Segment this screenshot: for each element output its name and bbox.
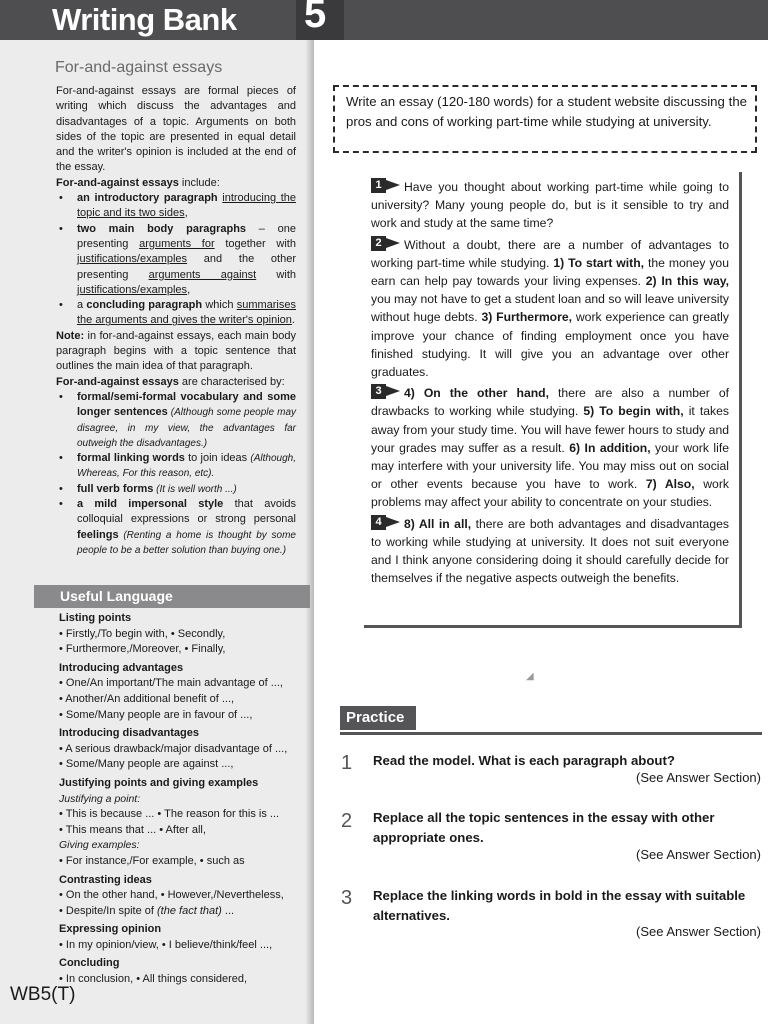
structure-list bbox=[56, 191, 296, 329]
language-line: • Some/Many people are in favour of ..., bbox=[59, 708, 253, 721]
exercise-instruction: Replace all the topic sentences in the essay with other appropriate ones. bbox=[373, 810, 715, 845]
exercise-number: 1 bbox=[341, 752, 353, 774]
language-line: • For instance,/For example, • such as bbox=[59, 854, 245, 867]
language-subheading: Justifying a point: bbox=[59, 792, 141, 805]
page-code: WB5(T) bbox=[10, 984, 76, 1005]
language-heading: Concluding bbox=[59, 957, 120, 970]
essay-paragraph: 1 Have you thought about working part-time while going to university? Many young people do, but is it sensible to try and work and study at the same time? bbox=[371, 179, 729, 231]
exercise-number: 3 bbox=[341, 887, 353, 909]
answer-reference: (See Answer Section) bbox=[635, 924, 761, 939]
useful-language-title: Useful Language bbox=[60, 588, 173, 604]
task-box bbox=[333, 85, 757, 153]
language-line: • Firstly,/To begin with, • Secondly, bbox=[59, 627, 226, 640]
note-paragraph: Note: in for-and-against essays, each main body paragraph begins with a topic sentence that outlines the main idea of that paragraph. bbox=[56, 329, 296, 373]
answer-reference: (See Answer Section) bbox=[635, 770, 761, 785]
exercise-number: 2 bbox=[341, 810, 353, 832]
language-heading: Listing points bbox=[59, 612, 132, 624]
list-item: • two main body paragraphs – one presenting arguments for together with justifications/examples and the other presenting arguments against with justifications/examples, bbox=[59, 222, 296, 296]
practice-title: Practice bbox=[340, 706, 416, 730]
exercise-instruction: Replace the linking words in bold in the essay with suitable alternatives. bbox=[373, 888, 746, 923]
language-line: • Despite/In spite of (the fact that) ... bbox=[59, 904, 235, 917]
characteristics-heading: For-and-against essays are characterised by: bbox=[56, 375, 285, 388]
answer-reference: (See Answer Section) bbox=[635, 847, 761, 862]
useful-language-list bbox=[59, 611, 309, 988]
paragraph-number-icon: 1 bbox=[371, 178, 402, 193]
language-line: • Furthermore,/Moreover, • Finally, bbox=[59, 643, 226, 656]
list-item: • an introductory paragraph introducing the topic and its two sides, bbox=[59, 192, 296, 220]
language-line: • This means that ... • After all, bbox=[59, 823, 206, 836]
exercise-instruction: Read the model. What is each paragraph about? bbox=[373, 753, 675, 768]
paragraph-number-icon: 2 bbox=[371, 236, 402, 251]
essay-guidelines bbox=[56, 84, 296, 558]
characteristics-list bbox=[56, 390, 296, 558]
language-heading: Justifying points and giving examples bbox=[59, 776, 259, 789]
model-essay bbox=[371, 178, 729, 590]
language-heading: Introducing advantages bbox=[59, 661, 184, 674]
essay-paragraph: 2 Without a doubt, there are a number of advantages to working part-time while studying. 1) To start with, the money you earn can help pay towards your living expenses. 2) In this way, you may not have to get a student loan and so will leave university without huge debts. 3) Furthermore, work experience can greatly improve your chance of finding employment once you have finished studying. It will give you an advantage over other graduates. bbox=[371, 236, 729, 380]
language-heading: Expressing opinion bbox=[59, 923, 162, 936]
paragraph-number-icon: 3 bbox=[371, 384, 402, 399]
language-line: • In conclusion, • All things considered, bbox=[59, 973, 248, 986]
language-subheading: Giving examples: bbox=[59, 839, 140, 852]
list-item: • a concluding paragraph which summarises the arguments and gives the writer's opinion. bbox=[59, 299, 296, 327]
language-line: • One/An important/The main advantage of ..., bbox=[59, 677, 283, 690]
essay-paragraph: 3 4) On the other hand, there are also a number of drawbacks to working while studying. 5) To begin with, it takes away from your study time. You will have fewer hours to study and your grades may suffer as a result. 6) In addition, your work life may interfere with your university life. You may miss out on social or other events because you have to work. 7) Also, work problems may affect your ability to concentrate on your studies. bbox=[371, 385, 729, 510]
language-line: • A serious drawback/major disadvantage of ..., bbox=[59, 742, 288, 755]
include-heading: For-and-against essays include: bbox=[56, 176, 220, 189]
practice-divider bbox=[340, 732, 762, 735]
print-mark-icon: ◢ bbox=[526, 671, 534, 682]
paragraph-number-icon: 4 bbox=[371, 515, 402, 530]
list-item: • formal linking words to join ideas (Although, Whereas, For this reason, etc). bbox=[59, 452, 296, 480]
language-heading: Contrasting ideas bbox=[59, 873, 152, 886]
list-item: • a mild impersonal style that avoids colloquial expressions or strong personal feelings (Renting a home is thought by some people to be a better solution than buying one.) bbox=[59, 498, 297, 556]
language-heading: Introducing disadvantages bbox=[59, 727, 199, 740]
language-line: • In my opinion/view, • I believe/think/feel ..., bbox=[59, 938, 273, 951]
language-line: • This is because ... • The reason for this is ... bbox=[59, 808, 280, 821]
list-item: • formal/semi-formal vocabulary and some longer sentences (Although some people may disagree, in my view, the advantages far outweigh the disadvantages.) bbox=[59, 390, 297, 449]
language-line: • Some/Many people are against ..., bbox=[59, 758, 234, 771]
task-text: Write an essay (120-180 words) for a student website discussing the pros and cons of working part-time while studying at university. bbox=[346, 94, 747, 129]
unit-number: 5 bbox=[304, 0, 327, 36]
list-item: • full verb forms (It is well worth ...) bbox=[59, 482, 237, 495]
intro-paragraph: For-and-against essays are formal pieces of writing which discuss the advantages and disadvantages of a topic. Arguments on both sides of the topic are presented in equal detail and the writer's opinion is included at the end of the essay. bbox=[56, 85, 296, 174]
essay-paragraph: 4 8) All in all, there are both advantages and disadvantages to working while studying at university. It does not suit everyone and I think anyone considering doing it should carefully decide for themselves if the negative aspects outweigh the benefits. bbox=[371, 515, 729, 586]
language-line: • On the other hand, • However,/Nevertheless, bbox=[59, 889, 284, 902]
language-line: • Another/An additional benefit of ..., bbox=[59, 692, 235, 705]
section-title: For-and-against essays bbox=[55, 59, 223, 76]
page-title: Writing Bank bbox=[52, 2, 237, 37]
unit-tab bbox=[296, 0, 344, 40]
